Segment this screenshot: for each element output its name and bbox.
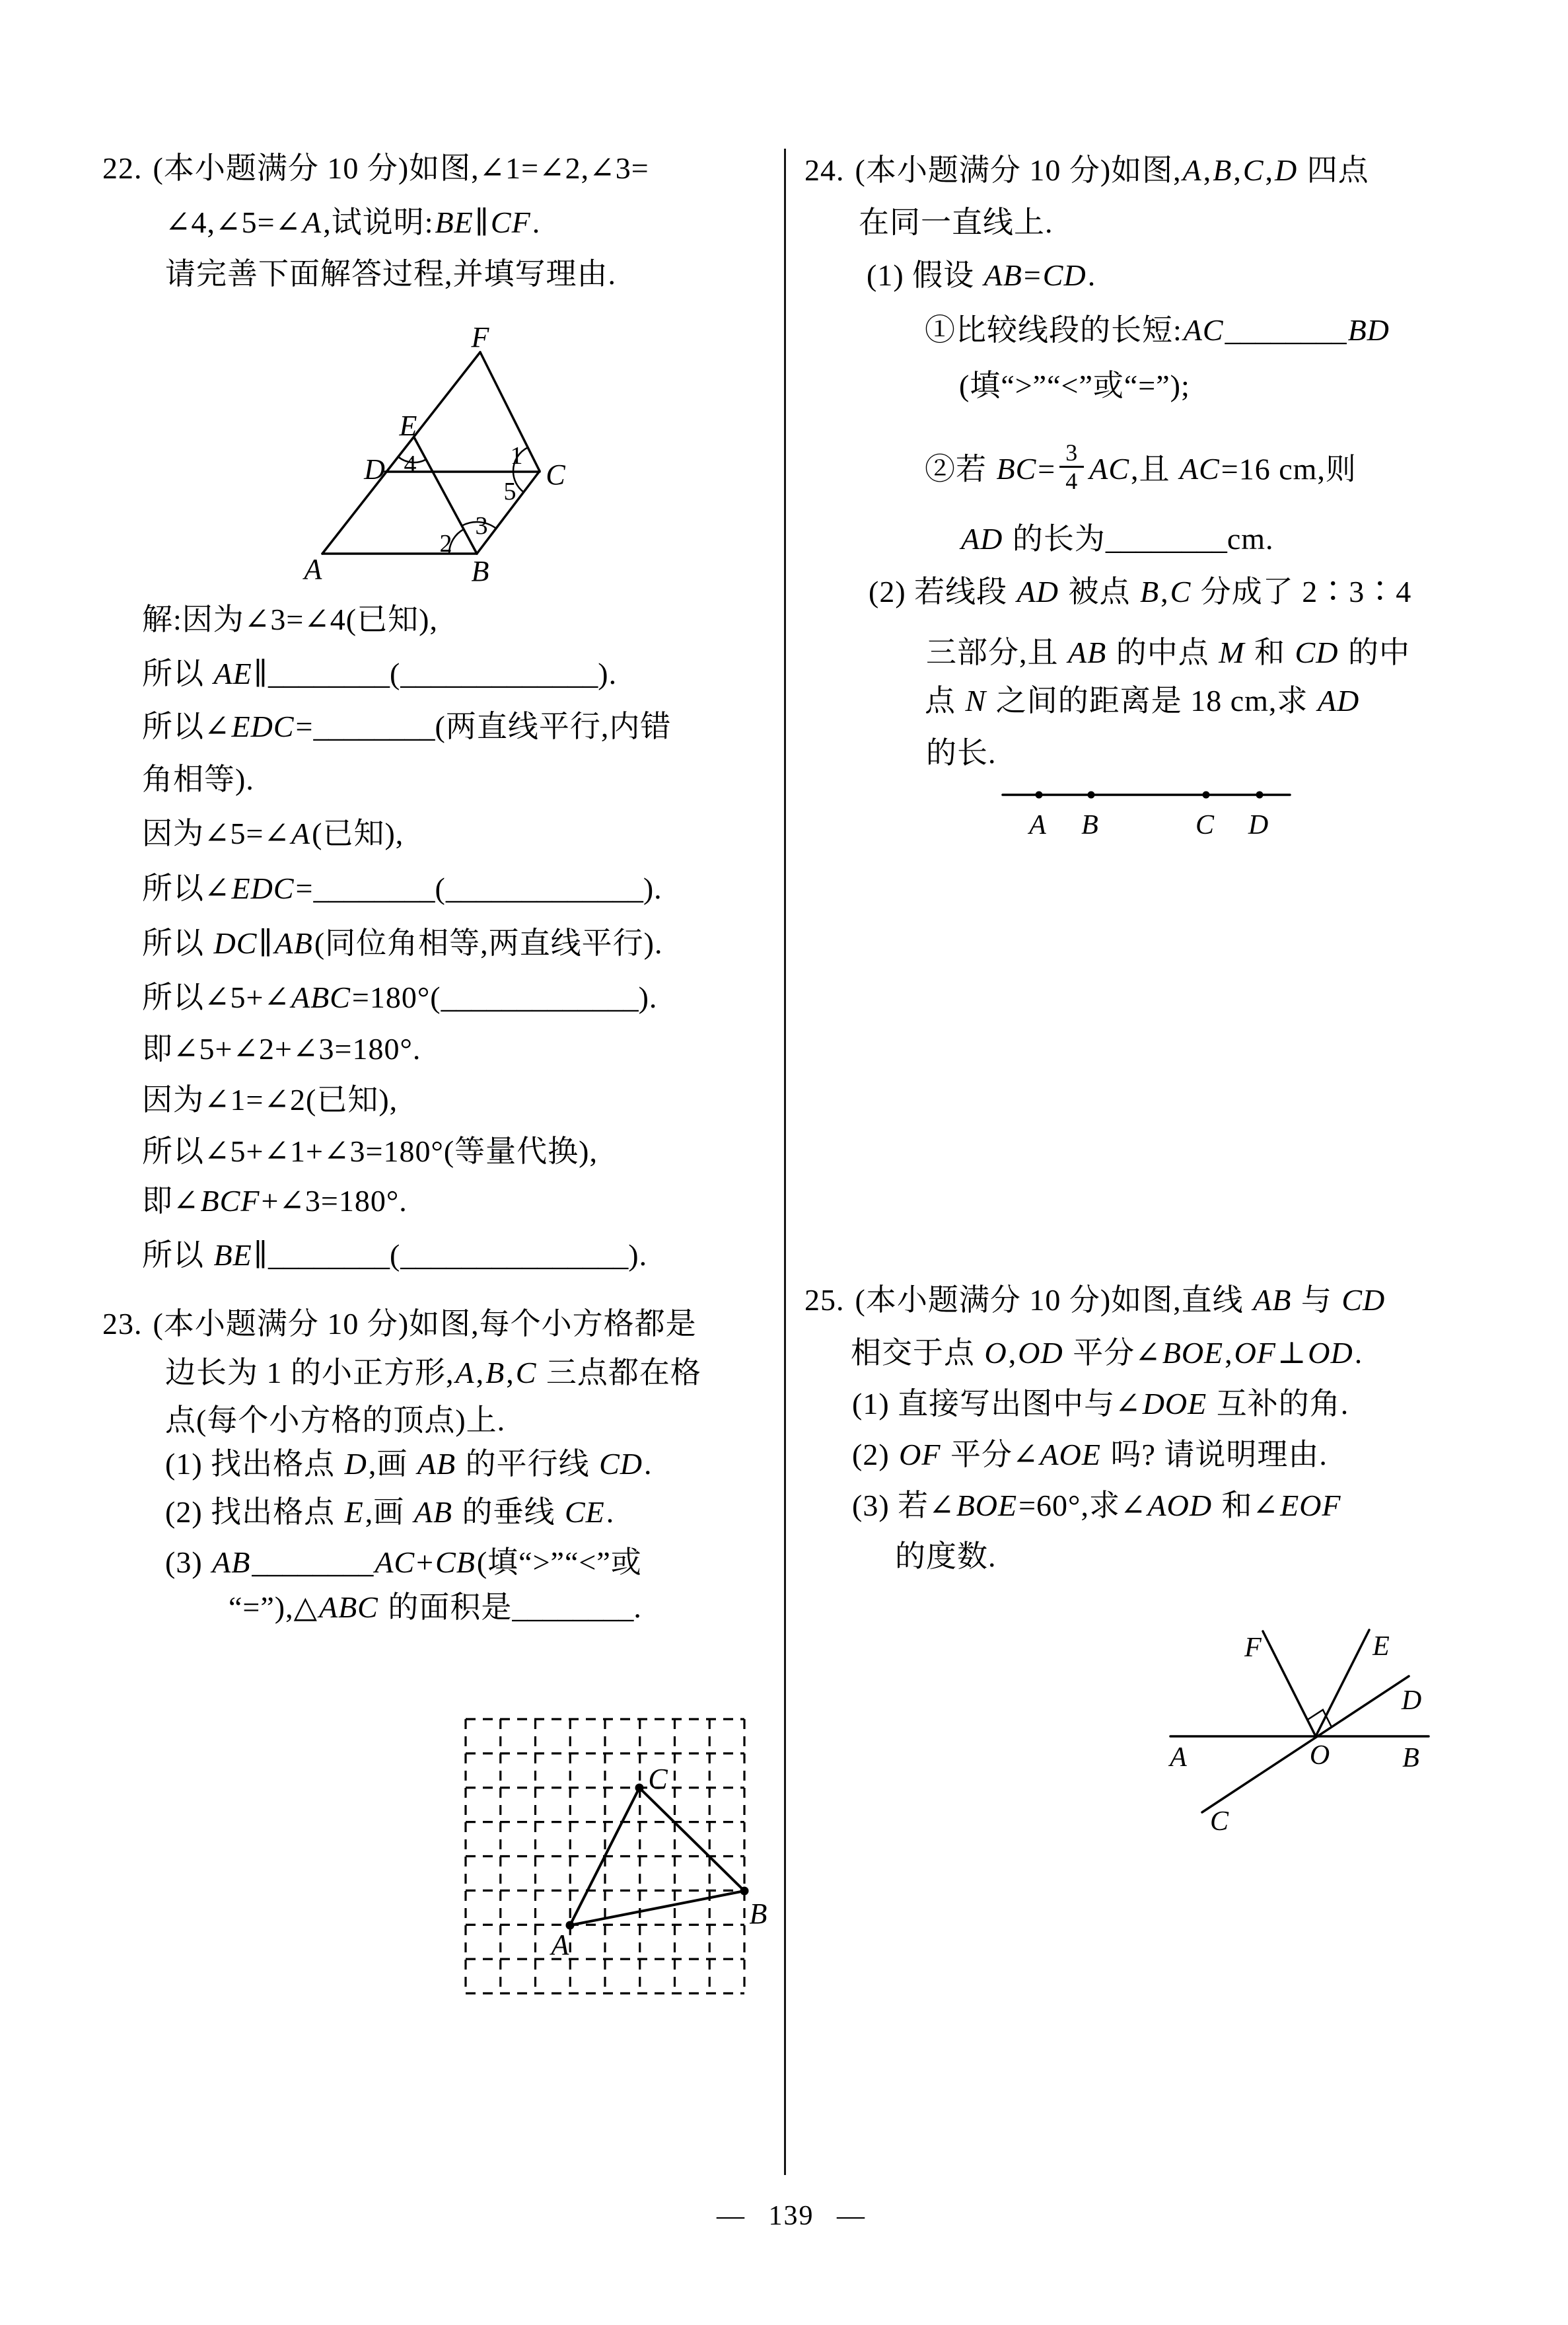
q22-solution-line9: 即∠5+∠2+∠3=180°. [142,1032,421,1066]
q25-part1-line: (1) 直接写出图中与∠DOE 互补的角. [852,1387,1349,1421]
fig25-label-C: C [1209,1806,1229,1837]
q23-figure [456,1711,773,2002]
q22-figure [291,311,575,595]
q25-number: 25. [804,1283,845,1317]
fig24-point-A [1036,792,1043,799]
page-number: — 139 — [717,2201,866,2231]
q23-header-line1 [102,1306,697,1342]
fig25-label-O: O [1309,1740,1330,1771]
fig22-label-C: C [546,459,565,491]
fig23-label-C: C [648,1763,668,1795]
q22-solution-line5: 因为∠5=∠A(已知), [142,817,404,850]
q22-solution-line3: 所以∠EDC=________(两直线平行,内错 [142,710,672,743]
q24-header-text: (本小题满分 10 分)如图,A,B,C,D 四点 [855,153,1369,187]
fig25-label-A: A [1170,1742,1187,1773]
fig23-point-B [740,1887,749,1896]
q25-part3-line2: 的度数. [895,1539,997,1573]
q25-part3-line1: (3) 若∠BOE=60°,求∠AOD 和∠EOF [852,1489,1341,1522]
fig22-angle1-label: 1 [510,442,523,470]
q22-solution-line10: 因为∠1=∠2(已知), [142,1083,398,1117]
fig22-label-A: A [304,553,322,585]
q22-solution-line2: 所以 AE∥________(_____________). [142,657,618,690]
q23-number: 23. [102,1307,143,1341]
fig25-label-D: D [1401,1685,1422,1716]
fig22-angle5-label: 5 [503,478,517,505]
q25-part2-line: (2) OF 平分∠AOE 吗? 请说明理由. [852,1438,1328,1471]
fig24-label-B: B [1081,810,1098,840]
q22-solution-line6: 所以∠EDC=________(_____________). [142,871,662,905]
fig25-label-B: B [1402,1743,1419,1773]
q23-part3-line2: “=”),△ABC 的面积是________. [229,1590,642,1624]
q23-part3-line1: (3) AB________AC+CB(填“>”“<”或 [165,1545,642,1579]
fig22-label-D: D [364,453,385,486]
q25-figure [1159,1615,1440,1870]
q24-part1-line: (1) 假设 AB=CD. [867,258,1096,292]
fig22-label-E: E [399,410,417,442]
fig23-label-A: A [551,1929,569,1961]
q22-solution-line13: 所以 BE∥________(_______________). [142,1238,648,1272]
q23-header-line2: 边长为 1 的小正方形,A,B,C 三点都在格 [165,1356,701,1389]
q22-header-line2: ∠4,∠5=∠A,试说明:BE∥CF. [165,205,541,239]
fig24-label-D: D [1248,810,1269,840]
q24-header-line2: 在同一直线上. [859,205,1053,239]
fig25-label-E: E [1372,1631,1390,1662]
q22-header-line1 [102,151,649,186]
q23-part1-line: (1) 找出格点 D,画 AB 的平行线 CD. [165,1447,653,1481]
q24-header-line1 [804,153,1369,188]
q24-part2-line4: 的长. [926,736,997,770]
q24-number: 24. [804,153,845,187]
q22-solution-line4: 角相等). [142,762,254,796]
q25-header-line1 [804,1282,1386,1318]
fig22-line-AF [322,352,480,554]
fig24-point-C [1203,792,1210,799]
q24-part2-line2: 三部分,且 AB 的中点 M 和 CD 的中 [926,636,1410,669]
fig25-ray-OF [1263,1631,1316,1736]
fig22-angle3-label: 3 [475,512,488,540]
q23-part2-line: (2) 找出格点 E,画 AB 的垂线 CE. [165,1495,615,1529]
fig24-point-D [1256,792,1264,799]
q23-header-text: (本小题满分 10 分)如图,每个小方格都是 [153,1307,697,1341]
q25-header-line2: 相交于点 O,OD 平分∠BOE,OF⊥OD. [851,1336,1363,1370]
fig22-angle4-label: 4 [404,451,417,478]
fig22-angle2-label: 2 [439,530,452,558]
fig24-label-A: A [1029,810,1046,840]
fig22-label-F: F [471,321,489,353]
q22-solution-line11: 所以∠5+∠1+∠3=180°(等量代换), [142,1134,598,1168]
fig24-label-C: C [1195,810,1215,840]
q25-header-text: (本小题满分 10 分)如图,直线 AB 与 CD [855,1283,1386,1317]
q24-part1-sub2-line2: AD 的长为________cm. [961,522,1274,556]
q22-solution-line7: 所以 DC∥AB(同位角相等,两直线平行). [142,926,663,960]
q24-figure [991,773,1308,852]
fig22-label-B: B [471,555,489,587]
q24-part2-line1: (2) 若线段 AD 被点 B,C 分成了 2∶3∶4 [869,575,1412,609]
q22-header-text: (本小题满分 10 分)如图,∠1=∠2,∠3= [153,151,649,185]
q24-part1-sub1-line2: (填“>”“<”或“=”); [959,369,1190,402]
q22-solution-line1: 解:因为∠3=∠4(已知), [142,603,438,636]
q24-part1-sub1-line1: ①比较线段的长短:AC________BD [925,313,1390,347]
fig23-label-B: B [749,1898,767,1930]
q22-header-line3: 请完善下面解答过程,并填写理由. [165,257,616,291]
fig25-label-F: F [1244,1633,1262,1663]
q22-number: 22. [102,151,143,185]
q23-header-line3: 点(每个小方格的顶点)上. [165,1403,506,1437]
fig23-point-C [635,1784,644,1792]
q24-part2-line3: 点 N 之间的距离是 18 cm,求 AD [925,684,1360,718]
fig25-line-CD [1202,1676,1409,1812]
q22-solution-line12: 即∠BCF+∠3=180°. [142,1184,408,1218]
column-divider [784,149,786,2175]
fig24-point-B [1088,792,1095,799]
q22-solution-line8: 所以∠5+∠ABC=180°(_____________). [142,980,658,1014]
q24-part1-sub2-line1: ②若 BC= $\frac{3}{4}$ AC,且 AC=16 cm,则 [925,439,1357,495]
